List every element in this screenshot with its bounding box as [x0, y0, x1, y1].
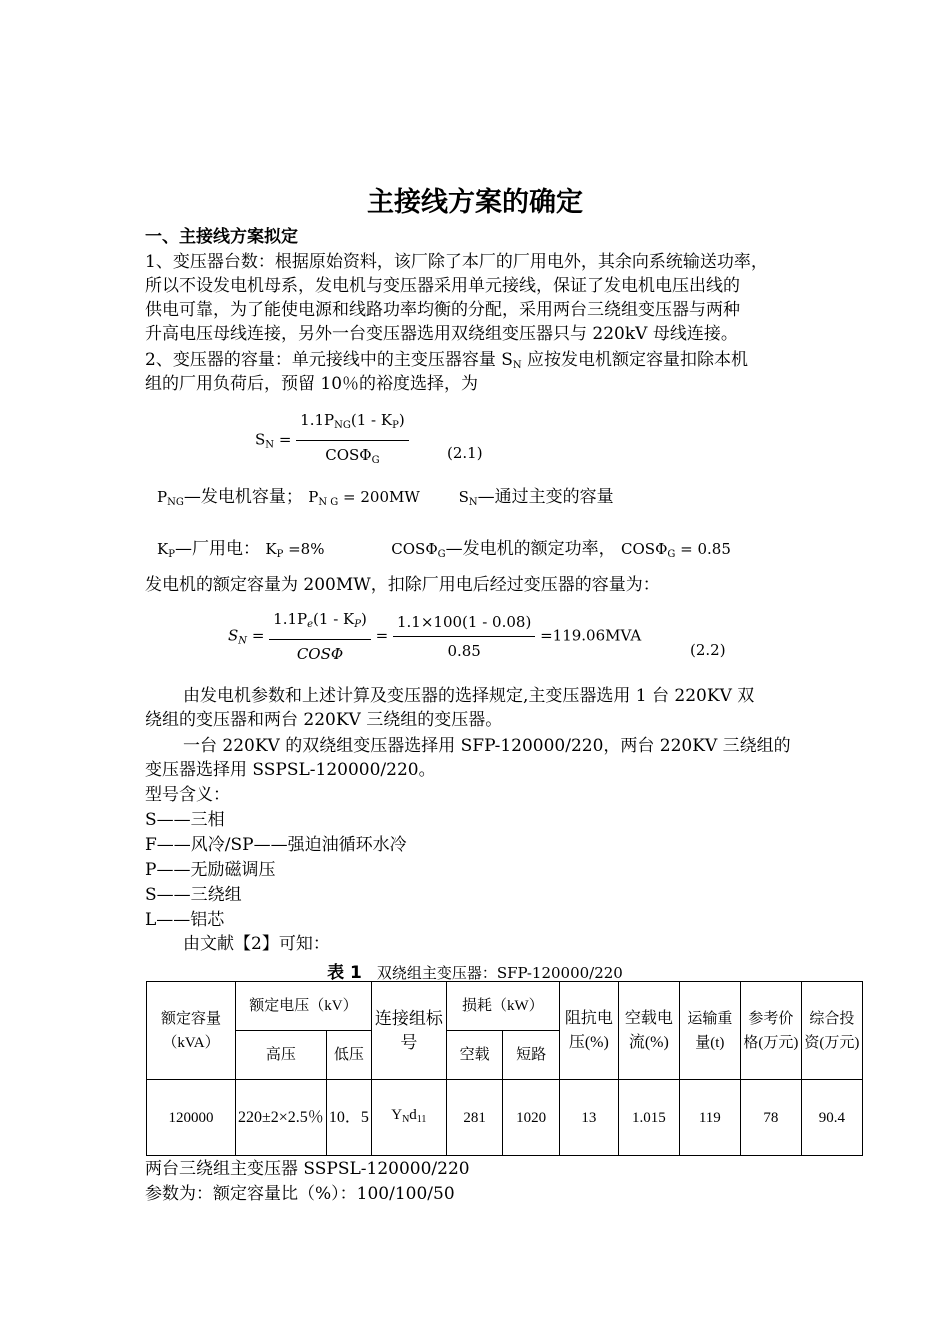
td-price: 78: [740, 1080, 801, 1156]
td-high: 220±2×2.5％: [236, 1080, 327, 1156]
paragraph-2-text-a: 2、变压器的容量：单元接线中的主变压器容量 S: [145, 350, 513, 370]
th-price: 参考价格(万元): [740, 982, 801, 1080]
equation-2-2: $S_N$ = $\frac{1.1P_e(1 - K_P)}{\text{COSΦ}}$ = $\frac{1.1\times 100(1 - 0.08)}{0.85}$ =119.06MVA: [228, 607, 641, 666]
th-weight: 运输重量(t): [679, 982, 740, 1080]
td-weight: 119: [679, 1080, 740, 1156]
paragraph-4-line-1: 由发电机参数和上述计算及变压器的选择规定,主变压器选用 1 台 220KV 双: [183, 686, 755, 706]
td-noload-current: 1.015: [618, 1080, 679, 1156]
td-impedance: 13: [559, 1080, 618, 1156]
eq2-fraction-2: $\frac{1.1\times 100(1 - 0.08)}{0.85}$: [393, 610, 535, 663]
model-item: L——铝芯: [145, 910, 225, 930]
equation-2-2-label: (2.2): [690, 641, 726, 659]
paragraph-5-line-1: 一台 220KV 的双绕组变压器选择用 SFP-120000/220，两台 220KV 三绕组的: [183, 736, 791, 756]
model-item: F——风冷/SP——强迫油循环水冷: [145, 835, 407, 855]
th-noload-current: 空载电流(%): [618, 982, 679, 1080]
th-loss: 损耗（kW）: [446, 982, 559, 1031]
paragraph-2-line-2: 组的厂用负荷后，预留 10％的裕度选择，为: [145, 374, 479, 394]
eq1-numerator: $1.1P_{NG}(1 - K_P)$: [296, 408, 409, 441]
model-item: P——无励磁调压: [145, 860, 276, 880]
th-capacity: 额定容量（kVA）: [147, 982, 236, 1080]
eq1-equals: =: [278, 430, 292, 449]
th-impedance: 阻抗电压(%): [559, 982, 618, 1080]
paragraph-3: 发电机的额定容量为 200MW，扣除厂用电后经过变压器的容量为：: [145, 575, 660, 595]
th-short: 短路: [503, 1031, 560, 1080]
td-noload: 281: [446, 1080, 503, 1156]
paragraph-1-line-1: 1、变压器台数：根据原始资料，该厂除了本厂的厂用电外，其余向系统输送功率，: [145, 252, 768, 272]
eq1-lhs: S: [255, 430, 266, 449]
paragraph-6: 两台三绕组主变压器 SSPSL-120000/220: [145, 1159, 470, 1179]
paragraph-4-line-2: 绕组的变压器和两台 220KV 三绕组的变压器。: [145, 710, 503, 730]
section-heading: 一、主接线方案拟定: [145, 227, 298, 247]
definitions-line-1: $P_{NG}—$发电机容量； $P_{N G} = 200MW$ $S_N—$通过主变的容量: [157, 487, 614, 508]
paragraph-5-line-2: 变压器选择用 SSPSL-120000/220。: [145, 760, 436, 780]
paragraph-1-line-4: 升高电压母线连接，另外一台变压器选用双绕组变压器只与 220kV 母线连接。: [145, 324, 738, 344]
sn-subscript: N: [512, 360, 522, 371]
equation-2-1: [255, 408, 409, 473]
model-heading: 型号含义：: [145, 785, 230, 805]
th-connection: 连接组标号: [371, 982, 446, 1080]
td-low: 10．5: [326, 1080, 371, 1156]
th-high: 高压: [236, 1031, 327, 1080]
paragraph-7: 参数为：额定容量比（%）：100/100/50: [145, 1184, 455, 1204]
model-item: S——三相: [145, 810, 225, 830]
td-connection: $Y_Nd_{11}$: [371, 1080, 446, 1156]
paragraph-1-line-3: 供电可靠，为了能使电源和线路功率均衡的分配，采用两台三绕组变压器与两种: [145, 300, 740, 320]
eq1-fraction: [296, 408, 409, 473]
model-item: S——三绕组: [145, 885, 242, 905]
paragraph-1-line-2: 所以不设发电机母系，发电机与变压器采用单元接线，保证了发电机电压出线的: [145, 276, 740, 296]
th-voltage: 额定电压（kV）: [236, 982, 372, 1031]
td-capacity: 120000: [147, 1080, 236, 1156]
th-low: 低压: [326, 1031, 371, 1080]
eq2-fraction-1: $\frac{1.1P_e(1 - K_P)}{\text{COSΦ}}$: [269, 607, 371, 666]
eq1-lhs-sub: N: [265, 439, 275, 451]
reference-line: 由文献【2】可知：: [183, 934, 330, 954]
table-caption: 表 1 双绕组主变压器：SFP-120000/220: [327, 963, 623, 983]
paragraph-2-text-b: 应按发电机额定容量扣除本机: [521, 350, 749, 370]
equation-2-1-label: (2.1): [447, 444, 483, 462]
td-investment: 90.4: [801, 1080, 862, 1156]
th-noload: 空载: [446, 1031, 503, 1080]
definitions-line-2: $K_P—$厂用电： $K_P =8\%$ $COS\Phi_G—$发电机的额定功率， $COS\Phi_G = 0.85$: [157, 539, 731, 560]
td-short: 1020: [503, 1080, 560, 1156]
page-title: 主接线方案的确定: [367, 187, 583, 218]
th-investment: 综合投资(万元): [801, 982, 862, 1080]
eq1-denominator: $COS\Phi_G$: [325, 446, 380, 466]
spec-table: [146, 981, 863, 1156]
